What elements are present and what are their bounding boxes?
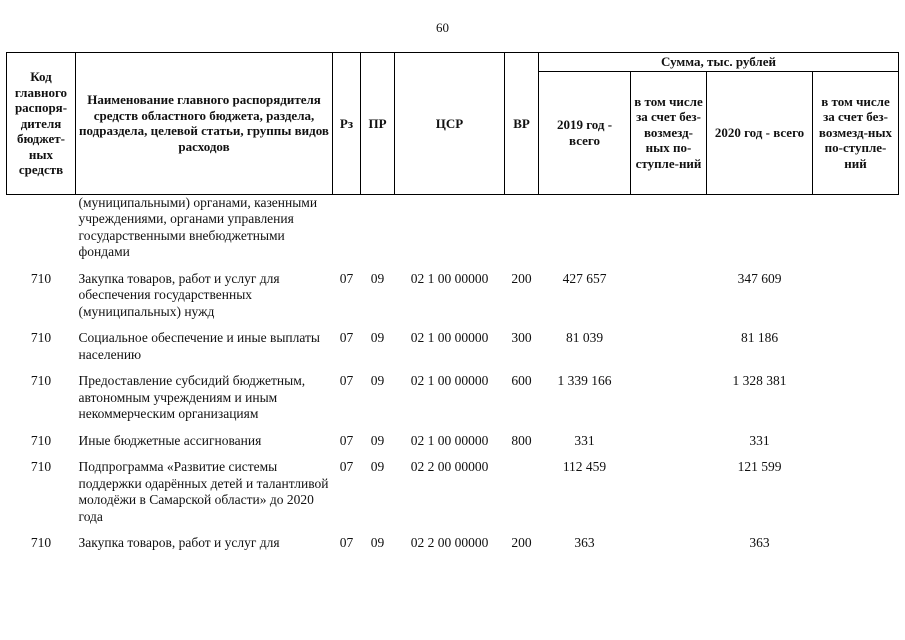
table-row <box>7 373 899 423</box>
cell-2019-free <box>631 433 707 450</box>
cell-2019-total: 363 <box>574 535 595 550</box>
header-rz: Рз <box>333 53 361 195</box>
cell-2019-total: 331 <box>574 432 595 448</box>
cell-2020-free <box>813 535 899 552</box>
page-number: 60 <box>436 20 449 35</box>
cell-vr: 300 <box>511 330 532 345</box>
cell-2020-total: 363 <box>749 535 770 550</box>
cell-2019-total: 112 459 <box>562 459 607 474</box>
cell-name: Предоставление субсидий бюджетным, автономным учреждениям и иным некоммерческим организациям <box>78 373 306 421</box>
table-body <box>7 194 899 552</box>
cell-pr <box>361 194 395 261</box>
cell-name: Закупка товаров, работ и услуг для <box>78 535 280 550</box>
cell-rz: 07 <box>339 535 354 550</box>
table-row <box>7 271 899 321</box>
cell-csr <box>395 194 505 261</box>
cell-rz: 07 <box>339 373 354 388</box>
cell-2019-free <box>631 330 707 363</box>
cell-rz <box>333 194 361 261</box>
cell-2020-total: 121 599 <box>737 459 782 474</box>
header-2019-total: 2019 год - всего <box>539 71 631 194</box>
cell-csr: 02 2 00 00000 <box>410 535 489 550</box>
cell-2019-free <box>631 194 707 261</box>
cell-csr: 02 1 00 00000 <box>410 373 489 388</box>
header-2020-total: 2020 год - всего <box>707 71 813 194</box>
cell-vr: 600 <box>511 373 532 388</box>
header-code: Код главного распоря-дителя бюджет-ных средств <box>7 53 76 195</box>
table-row <box>7 535 899 552</box>
cell-2020-free <box>813 459 899 525</box>
header-2019-free: в том числе за счет без-возмезд-ных по-ступле-ний <box>631 71 707 194</box>
cell-code: 710 <box>30 535 52 550</box>
budget-table <box>6 52 899 552</box>
cell-csr: 02 1 00 00000 <box>410 270 489 286</box>
header-csr: ЦСР <box>395 53 505 195</box>
cell-vr <box>505 194 539 261</box>
cell-code: 710 <box>30 373 52 388</box>
cell-2020-free <box>813 373 899 423</box>
cell-vr: 200 <box>511 535 532 550</box>
cell-csr: 02 1 00 00000 <box>410 432 489 448</box>
cell-rz: 07 <box>339 432 354 448</box>
cell-2020-free <box>813 433 899 450</box>
cell-csr: 02 1 00 00000 <box>410 330 489 345</box>
header-sum: Сумма, тыс. рублей <box>539 53 899 72</box>
cell-2020-total: 347 609 <box>737 270 782 286</box>
table-row <box>7 330 899 363</box>
cell-code: 710 <box>30 270 52 286</box>
header-name: Наименование главного распорядителя средств областного бюджета, раздела, подраздела, целевой статьи, группы видов расходов <box>76 53 333 195</box>
cell-2020-free <box>813 271 899 321</box>
cell-csr: 02 2 00 00000 <box>410 459 489 474</box>
header-pr: ПР <box>361 53 395 195</box>
cell-2019-free <box>631 271 707 321</box>
cell-name: Подпрограмма «Развитие системы поддержки одарённых детей и талантливой молодёжи в Самарской области» до 2020 года <box>78 459 329 524</box>
cell-rz: 07 <box>339 270 354 286</box>
cell-name: Социальное обеспечение и иные выплаты населению <box>78 330 320 362</box>
cell-rz: 07 <box>339 330 354 345</box>
cell-2020-total: 331 <box>749 432 770 448</box>
table-row <box>7 194 899 261</box>
header-vr: ВР <box>505 53 539 195</box>
cell-pr: 09 <box>370 373 385 388</box>
cell-name: (муниципальными) органами, казенными учреждениями, органами управления государственными внебюджетными фондами <box>78 194 318 259</box>
cell-name: Закупка товаров, работ и услуг для обеспечения государственных (муниципальных) нужд <box>78 270 280 319</box>
cell-name: Иные бюджетные ассигнования <box>78 432 262 448</box>
cell-pr: 09 <box>370 270 385 286</box>
cell-2019-total: 81 039 <box>565 330 604 345</box>
cell-2019-total <box>539 194 631 261</box>
cell-vr <box>505 459 539 525</box>
cell-code: 710 <box>30 432 52 448</box>
cell-vr: 800 <box>511 432 532 448</box>
table-row <box>7 433 899 450</box>
cell-2020-total <box>707 194 813 261</box>
cell-2020-total: 81 186 <box>740 330 779 345</box>
cell-rz: 07 <box>339 459 354 474</box>
cell-code: 710 <box>30 330 52 345</box>
table-row <box>7 459 899 525</box>
cell-code: 710 <box>30 459 52 474</box>
table-header <box>7 53 899 195</box>
cell-2020-free <box>813 194 899 261</box>
cell-vr: 200 <box>511 270 532 286</box>
cell-pr: 09 <box>370 330 385 345</box>
cell-pr: 09 <box>370 535 385 550</box>
cell-2019-total: 427 657 <box>562 270 607 286</box>
header-2020-free: в том числе за счет без-возмезд-ных по-ступле-ний <box>813 71 899 194</box>
cell-2019-free <box>631 459 707 525</box>
cell-2019-total: 1 339 166 <box>557 373 612 388</box>
cell-code <box>7 194 76 261</box>
cell-2019-free <box>631 535 707 552</box>
cell-2020-free <box>813 330 899 363</box>
cell-2019-free <box>631 373 707 423</box>
cell-2020-total: 1 328 381 <box>732 373 787 388</box>
cell-pr: 09 <box>370 459 385 474</box>
cell-pr: 09 <box>370 432 385 448</box>
